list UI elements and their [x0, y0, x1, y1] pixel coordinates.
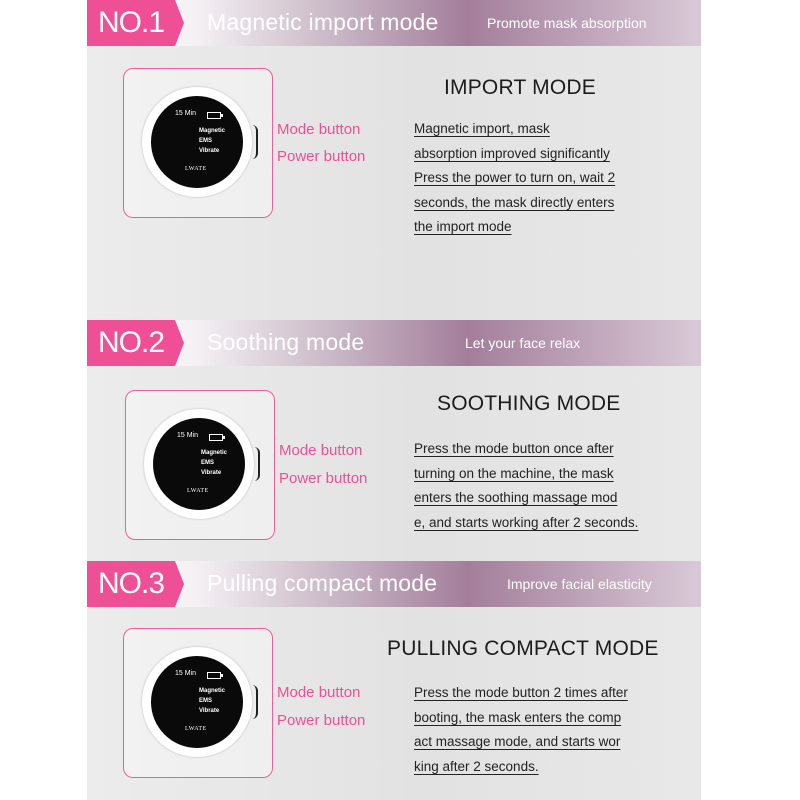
- section-header: [87, 561, 701, 607]
- description-line: seconds, the mask directly enters: [414, 194, 615, 210]
- device-menu-item: Vibrate: [201, 470, 222, 476]
- device-menu-item: EMS: [199, 138, 213, 144]
- section-subtitle: Let your face relax: [465, 335, 581, 351]
- section-title: Magnetic import mode: [207, 9, 439, 35]
- device-logo: LWATE: [185, 166, 207, 172]
- description-line: e, and starts working after 2 seconds.: [414, 514, 639, 530]
- description-line: enters the soothing massage mod: [414, 490, 618, 505]
- device-menu-item: Vibrate: [199, 708, 220, 714]
- device-menu-item: Magnetic: [199, 688, 226, 694]
- device-image: [142, 87, 252, 197]
- section-header: [87, 0, 701, 46]
- mode-description: [414, 437, 638, 535]
- mode-button-label: Mode button: [277, 121, 361, 138]
- device-screen: [151, 96, 243, 188]
- device-time-label: 15 Min: [177, 432, 199, 439]
- device-menu-item: Magnetic: [199, 128, 226, 134]
- device-menu-item: Vibrate: [199, 148, 220, 154]
- mode-button-label: Mode button: [279, 442, 363, 459]
- device-logo: LWATE: [185, 726, 207, 732]
- power-button-label: Power button: [277, 148, 366, 165]
- mode-description: [414, 117, 615, 240]
- mode-description: [414, 681, 628, 779]
- section-number-badge: NO.2: [87, 320, 175, 366]
- device-time-label: 15 Min: [175, 670, 197, 677]
- device-logo: LWATE: [187, 488, 209, 494]
- device-menu-item: EMS: [201, 460, 215, 466]
- description-line: Press the mode button once after: [414, 441, 614, 456]
- section-number-badge: NO.1: [87, 0, 175, 46]
- description-line: booting, the mask enters the comp: [414, 709, 622, 725]
- device-menu: [199, 126, 225, 156]
- description-line: the import mode: [414, 219, 512, 234]
- description-line: Press the power to turn on, wait 2: [414, 170, 616, 185]
- device-image: [142, 647, 252, 757]
- device-screen: [153, 418, 245, 510]
- section-subtitle: Promote mask absorption: [487, 15, 647, 31]
- device-menu: [199, 686, 225, 716]
- description-line: act massage mode, and starts wor: [414, 734, 621, 749]
- mode-heading: SOOTHING MODE: [437, 392, 621, 415]
- device-side-button: [252, 125, 258, 159]
- device-menu-item: EMS: [199, 698, 213, 704]
- battery-icon: [207, 672, 221, 679]
- mode-heading: IMPORT MODE: [444, 76, 596, 99]
- device-time-label: 15 Min: [175, 110, 197, 117]
- device-screen: [151, 656, 243, 748]
- device-menu-item: Magnetic: [201, 450, 228, 456]
- section-number-badge: NO.3: [87, 561, 175, 607]
- device-image: [144, 409, 254, 519]
- section-subtitle: Improve facial elasticity: [507, 576, 652, 592]
- section-title: Pulling compact mode: [207, 570, 438, 596]
- battery-icon: [207, 112, 221, 119]
- description-line: Press the mode button 2 times after: [414, 685, 628, 700]
- device-image-card: [125, 390, 275, 540]
- description-line: absorption improved significantly: [414, 145, 610, 161]
- description-line: Magnetic import, mask: [414, 121, 550, 136]
- power-button-label: Power button: [279, 470, 368, 487]
- battery-icon: [209, 434, 223, 441]
- device-side-button: [254, 447, 260, 481]
- description-line: turning on the machine, the mask: [414, 465, 614, 481]
- device-image-card: [123, 628, 273, 778]
- description-line: king after 2 seconds.: [414, 758, 539, 774]
- power-button-label: Power button: [277, 712, 366, 729]
- section-header: [87, 320, 701, 366]
- mode-heading: PULLING COMPACT MODE: [387, 637, 659, 660]
- device-menu: [201, 448, 227, 478]
- mode-button-label: Mode button: [277, 684, 361, 701]
- instruction-panel: [87, 0, 701, 800]
- section-title: Soothing mode: [207, 329, 365, 355]
- device-side-button: [252, 685, 258, 719]
- device-image-card: [123, 68, 273, 218]
